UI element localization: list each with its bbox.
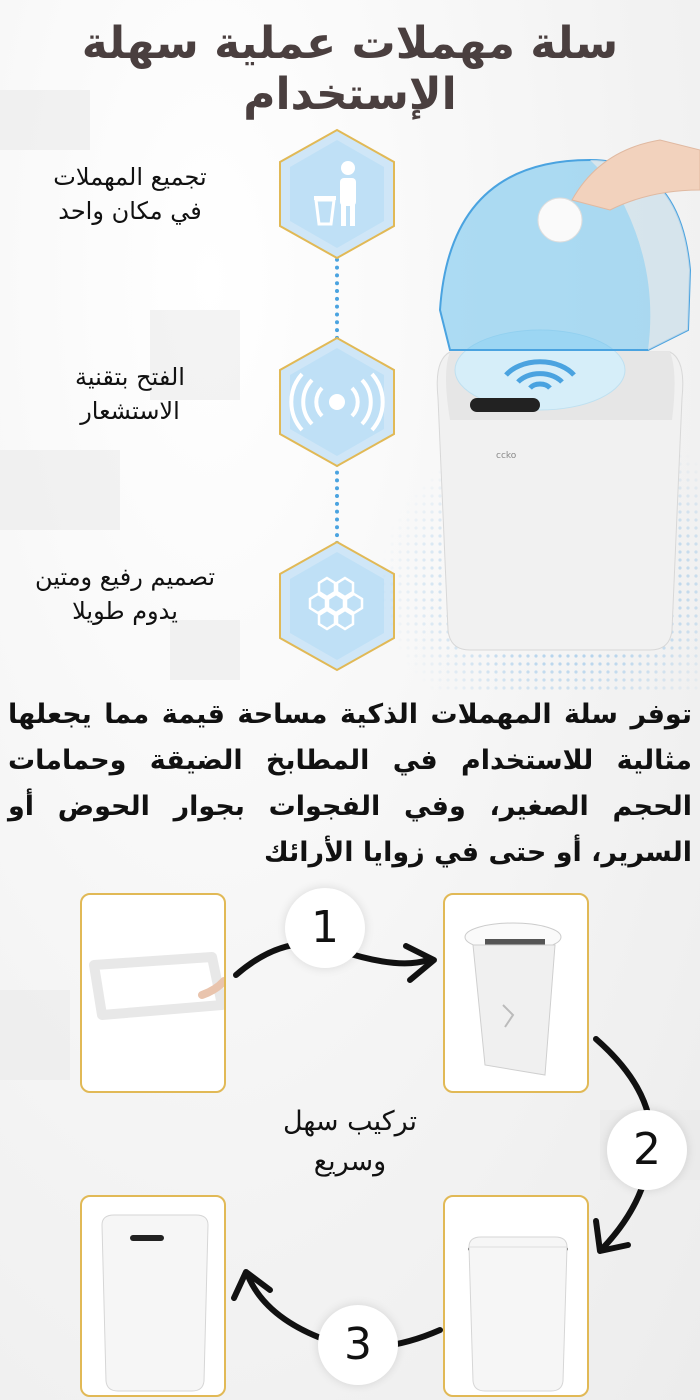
steps-label xyxy=(250,1102,450,1182)
feature-collect-text xyxy=(10,160,250,228)
step-image-lid-ring xyxy=(80,893,226,1093)
steps-label-line: وسريع xyxy=(313,1146,387,1177)
connector-dots xyxy=(335,455,343,545)
step-number-1: 1 xyxy=(285,888,365,968)
feature-line: الفتح بتقنية xyxy=(75,363,185,391)
feature-line: يدوم طويلا xyxy=(72,597,178,625)
step-image-bag xyxy=(443,893,589,1093)
bg-tile xyxy=(0,450,120,530)
feature-sensor-text xyxy=(30,360,230,428)
feature-line: تجميع المهملات xyxy=(53,163,207,191)
feature-design-text xyxy=(0,560,250,628)
feature-line: في مكان واحد xyxy=(58,197,202,225)
feature-line: تصميم رفيع ومتين xyxy=(34,563,216,591)
trash-person-icon xyxy=(278,128,396,260)
bg-tile xyxy=(170,620,240,680)
step-number-3: 3 xyxy=(318,1305,398,1385)
page-title: سلة مهملات عملية سهلة الإستخدام xyxy=(81,18,619,120)
honeycomb-icon xyxy=(278,540,396,672)
bg-tile xyxy=(0,990,70,1080)
sensor-waves-icon xyxy=(278,336,396,468)
steps-label-line: تركيب سهل xyxy=(282,1106,418,1137)
step-image-bin-closed xyxy=(80,1195,226,1397)
step-number-2: 2 xyxy=(607,1110,687,1190)
connector-dots xyxy=(335,250,343,340)
smart-bin-image xyxy=(410,120,700,660)
feature-line: الاستشعار xyxy=(80,397,180,425)
step-image-bin-open xyxy=(443,1195,589,1397)
description-text: توفر سلة المهملات الذكية مساحة قيمة مما يجعلها مثالية للاستخدام في المطابخ الضيقة وحمامات الحجم الصغير، وفي الفجوات بجوار الحوض أو السرير، أو حتى في زوايا الأرائك xyxy=(8,699,692,868)
brand-label: ccko xyxy=(496,451,517,461)
